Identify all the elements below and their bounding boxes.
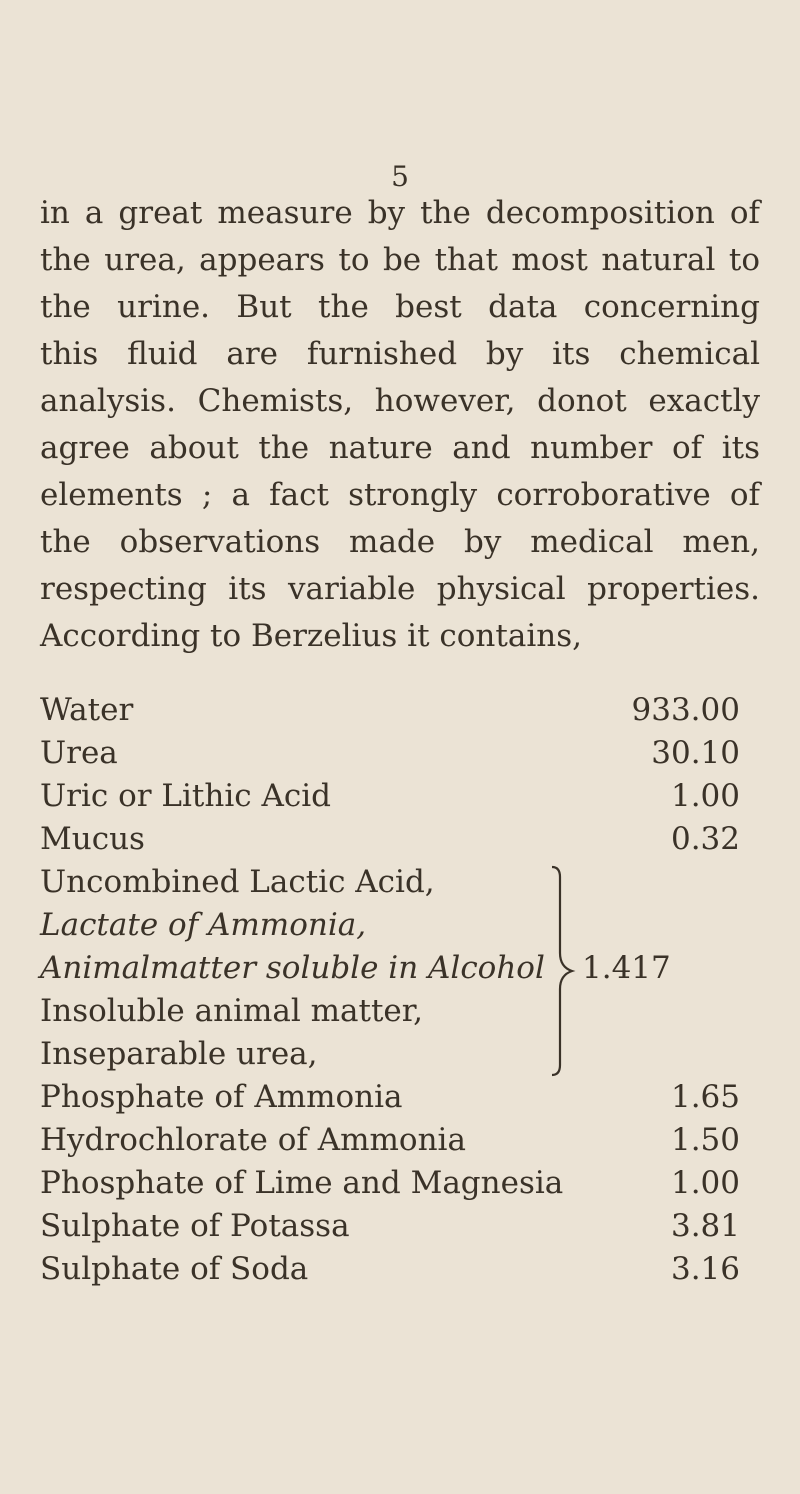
paragraph-line: agree about the nature and number of its <box>40 430 760 466</box>
constituent-name: Water <box>40 692 134 728</box>
table-row <box>40 1076 740 1119</box>
paragraph-line: elements ; a fact strongly corroborative of <box>40 477 760 513</box>
table-row <box>40 732 740 775</box>
constituent-value: 1.65 <box>670 1079 740 1115</box>
constituent-name: Hydrochlorate of Ammonia <box>40 1122 466 1158</box>
constituent-value: 1.50 <box>670 1122 740 1158</box>
constituent-value: 30.10 <box>651 735 740 771</box>
paragraph-line: the urea, appears to be that most natural to <box>40 242 760 278</box>
table-row <box>40 990 740 1033</box>
constituent-value: 1.00 <box>670 778 740 814</box>
paragraph-line: According to Berzelius it contains, <box>40 618 582 654</box>
constituent-name: Phosphate of Lime and Magnesia <box>40 1165 564 1201</box>
paragraph-line: in a great measure by the decomposition of <box>40 195 760 231</box>
constituent-name: Animalmatter soluble in Alcohol <box>40 950 545 986</box>
constituent-name: Inseparable urea, <box>40 1036 318 1072</box>
table-row <box>40 775 740 818</box>
constituent-value: 1.00 <box>670 1165 740 1201</box>
table-row <box>40 818 740 861</box>
constituent-name: Mucus <box>40 821 145 857</box>
table-row <box>40 1033 740 1076</box>
constituent-value: 0.32 <box>670 821 740 857</box>
constituent-name: Insoluble animal matter, <box>40 993 424 1029</box>
constituent-name: Sulphate of Potassa <box>40 1208 350 1244</box>
paragraph-line: this fluid are furnished by its chemical <box>40 336 760 372</box>
table-row <box>40 689 740 732</box>
body-paragraph <box>40 190 760 660</box>
grouped-value: 1.417 <box>582 950 671 986</box>
constituent-name: Sulphate of Soda <box>40 1251 309 1287</box>
constituent-value: 933.00 <box>631 692 740 728</box>
table-row <box>40 861 740 904</box>
constituent-name: Phosphate of Ammonia <box>40 1079 403 1115</box>
table-row <box>40 1119 740 1162</box>
constituent-value: 3.81 <box>670 1208 740 1244</box>
paragraph-line: analysis. Chemists, however, donot exactly <box>40 383 760 419</box>
table-row <box>40 1248 740 1291</box>
paragraph-line: the observations made by medical men, <box>40 524 760 560</box>
constituent-name: Uncombined Lactic Acid, <box>40 864 435 900</box>
constituent-value: 3.16 <box>670 1251 740 1287</box>
table-row <box>40 1162 740 1205</box>
constituent-name: Urea <box>40 735 118 771</box>
constituent-name: Lactate of Ammonia, <box>40 907 367 943</box>
paragraph-line: the urine. But the best data concerning <box>40 289 760 325</box>
table-row <box>40 1205 740 1248</box>
table-row <box>40 904 740 947</box>
page-number: 5 <box>391 160 409 193</box>
constituents-table <box>40 689 740 1291</box>
constituent-name: Uric or Lithic Acid <box>40 778 331 814</box>
paragraph-line: respecting its variable physical properties. <box>40 571 760 607</box>
